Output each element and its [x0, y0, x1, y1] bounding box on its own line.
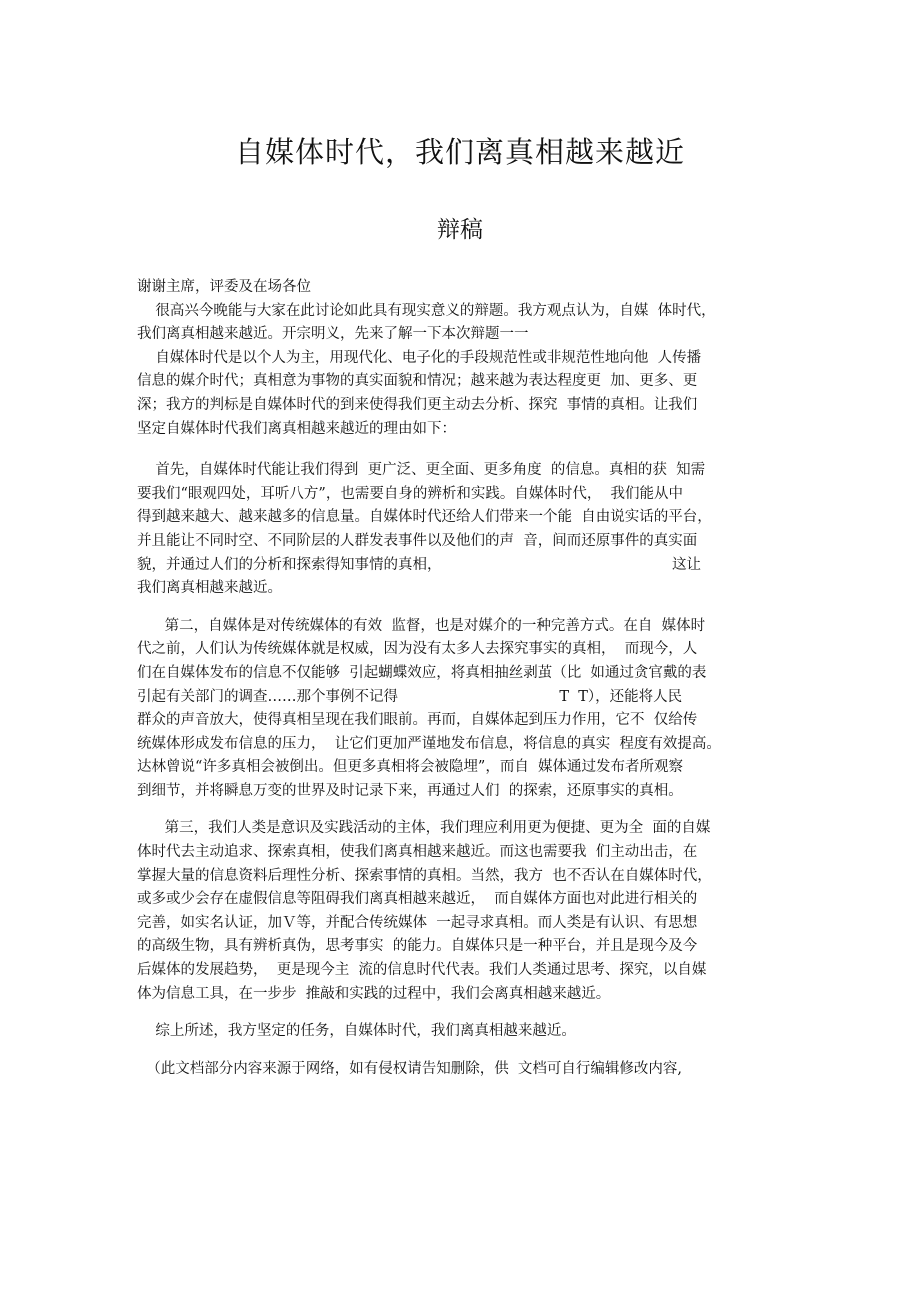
text-line: 深；我方的判标是自媒体时代的到来使得我们更主动去分析、探究 事情的真相。让我们	[137, 396, 698, 413]
footer-note: （此文档部分内容来源于网络，如有侵权请告知删除，供 文档可自行编辑修改内容,	[137, 1060, 683, 1077]
text-line: 首先，自媒体时代能让我们得到 更广泛、更全面、更多角度 的信息。真相的获 知需	[137, 462, 706, 479]
text-line: 坚定自媒体时代我们离真相越来越近的理由如下：	[137, 420, 456, 437]
paragraph-first-point	[137, 459, 787, 601]
text-line: 第三，我们人类是意识及实践活动的主体，我们理应利用更为便捷、更为全 面的自媒	[137, 820, 711, 837]
text-line: 貌，并通过人们的分析和探索得知事情的真相， 这让	[137, 556, 701, 573]
text-line: 完善，如实名认证，加Ｖ等，并配合传统媒体 一起寻求真相。而人类是有认识、有思想	[137, 914, 698, 931]
text-line: 代之前，人们认为传统媒体就是权威，因为没有太多人去探究事实的真相， 而现今，人	[137, 641, 698, 658]
conclusion-line: 综上所述，我方坚定的任务，自媒体时代，我们离真相越来越近。	[137, 1023, 576, 1040]
text-line: 群众的声音放大，使得真相呈现在我们眼前。再而，自媒体起到压力作用，它不 仅给传	[137, 712, 698, 729]
paragraph-definition	[137, 347, 787, 441]
text-line: 我们离真相越来越近。开宗明义，先来了解一下本次辩题一一	[137, 326, 529, 343]
text-line: 的高级生物，具有辨析真伪，思考事实 的能力。自媒体只是一种平台，并且是现今及今	[137, 938, 698, 955]
text-line: 后媒体的发展趋势， 更是现今主 流的信息时代代表。我们人类通过思考、探究，以自媒	[137, 962, 707, 979]
text-line: 很高兴今晚能与大家在此讨论如此具有现实意义的辩题。我方观点认为，自媒 体时代，	[137, 302, 716, 319]
text-line: 体为信息工具，在一步步 推敲和实践的过程中，我们会离真相越来越近。	[137, 985, 611, 1002]
text-line: 们在自媒体发布的信息不仅能够 引起蝴蝶效应，将真相抽丝剥茧（比 如通过贪官戴的表	[137, 664, 707, 681]
text-line: 我们离真相越来越近。	[137, 580, 282, 597]
text-line: 或多或少会存在虚假信息等阻碍我们离真相越来越近， 而自媒体方面也对此进行相关的	[137, 891, 698, 908]
text-line: 引起有关部门的调查……那个事例不记得 T T），还能将人民	[137, 688, 683, 705]
paragraph-intro	[137, 300, 787, 347]
paragraph-second-point	[137, 615, 787, 804]
document-subtitle: 辩稿	[437, 217, 483, 243]
paragraph-third-point	[137, 817, 787, 1006]
text-line: 达林曾说“许多真相会被倒出。但更多真相将会被隐埋”，而自 媒体通过发布者所观察	[137, 759, 684, 776]
text-line: 并且能让不同时空、不同阶层的人群发表事件以及他们的声 音，间而还原事件的真实面	[137, 532, 698, 549]
text-line: 体时代去主动追求、探索真相，使我们离真相越来越近。而这也需要我 们主动出击，在	[137, 844, 698, 861]
text-line: 第二，自媒体是对传统媒体的有效 监督，也是对媒介的一种完善方式。在自 媒体时	[137, 617, 706, 634]
document-title: 自媒体时代，我们离真相越来越近	[234, 135, 685, 169]
text-line: 自媒体时代是以个人为主，用现代化、电子化的手段规范性或非规范性地向他 人传播	[137, 349, 702, 366]
text-line: 要我们“眼观四处，耳听八方”，也需要自身的辨析和实践。自媒体时代， 我们能从中	[137, 485, 684, 502]
text-line: 统媒体形成发布信息的压力， 让它们更加严谨地发布信息，将信息的真实 程度有效提高。	[137, 735, 721, 752]
text-line: 到细节，并将瞬息万变的世界及时记录下来，再通过人们 的探索，还原事实的真相。	[137, 782, 683, 799]
greeting-line: 谢谢主席，评委及在场各位	[137, 279, 311, 295]
document-body	[137, 276, 787, 1081]
text-line: 信息的媒介时代；真相意为事物的真实面貌和情况；越来越为表达程度更 加、更多、更	[137, 373, 698, 390]
text-line: 掌握大量的信息资料后理性分析、探索事情的真相。当然，我方 也不否认在自媒体时代，	[137, 867, 712, 884]
text-line: 得到越来越大、越来越多的信息量。自媒体时代还给人们带来一个能 自由说实话的平台，	[137, 509, 712, 526]
